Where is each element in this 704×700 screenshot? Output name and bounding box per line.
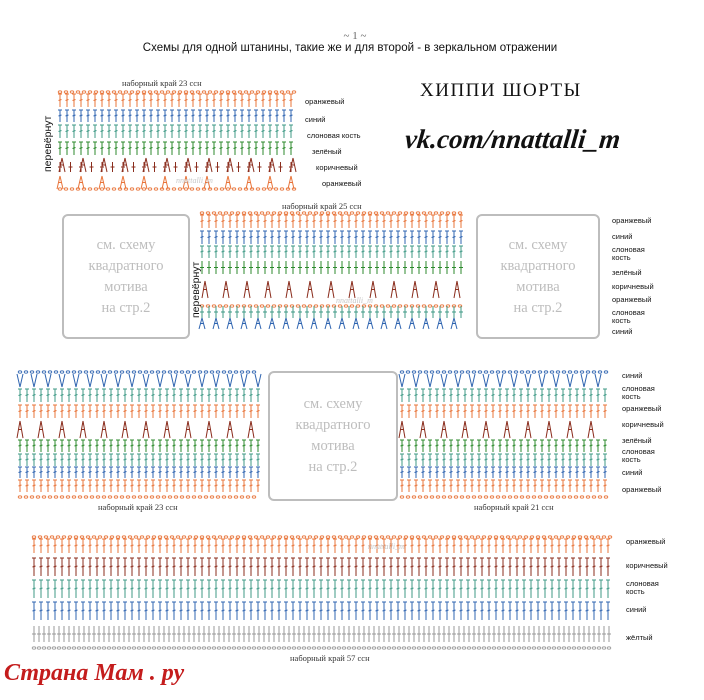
stitch-row-20 <box>18 389 260 402</box>
block-2-color-7: слоновая кость <box>612 308 645 325</box>
block-1-color-2: синий <box>305 115 326 124</box>
block-3-color-1: синий <box>622 371 643 380</box>
stitch-row-11 <box>200 231 463 244</box>
block-3-color-5: зелёный <box>622 436 652 445</box>
stitch-row-39 <box>32 539 610 553</box>
block-4-color-4: синий <box>626 605 647 614</box>
block-3-color-2: слоновая кость <box>622 384 655 401</box>
block-3-color-3: оранжевый <box>622 404 662 413</box>
block-1-flipped-label: перевёрнут <box>42 115 54 172</box>
stitch-row-25 <box>18 467 260 478</box>
block-2-color-8: синий <box>612 327 633 336</box>
block-2-color-6: оранжевый <box>612 295 652 304</box>
stitch-row-28 <box>400 371 608 373</box>
block-4-color-3: слоновая кость <box>626 579 659 596</box>
stitch-row-41 <box>32 580 610 598</box>
block-3-color-6: слоновая кость <box>622 447 655 464</box>
block-3-bottom-edge-right: наборный край 21 ссн <box>474 502 554 512</box>
block-1-color-3: слоновая кость <box>307 131 361 140</box>
stitch-row-27 <box>18 496 256 498</box>
stitch-row-1 <box>58 94 293 107</box>
block-1-top-edge: наборный край 23 ссн <box>122 78 202 88</box>
block-1-color-1: оранжевый <box>305 97 345 106</box>
block-3-color-7: синий <box>622 468 643 477</box>
stitch-row-4 <box>58 142 293 155</box>
stitch-row-35 <box>400 467 607 478</box>
stitch-row-33 <box>400 440 607 452</box>
page-title: ХИППИ ШОРТЫ <box>420 80 582 101</box>
stitch-row-24 <box>18 454 260 466</box>
block-4-color-2: коричневый <box>626 561 668 570</box>
motif-box-2: см. схему квадратного мотива на стр.2 <box>476 214 600 339</box>
block-2-color-4: зелёный <box>612 268 642 277</box>
stitch-row-10 <box>200 215 463 228</box>
stitch-row-5 <box>59 158 296 172</box>
block-1-color-5: коричневый <box>316 163 358 172</box>
block-3-color-8: оранжевый <box>622 485 662 494</box>
block-4-bottom-edge: наборный край 57 ссн <box>290 653 370 663</box>
page-number: ~ 1 ~ <box>343 30 367 42</box>
stitch-row-26 <box>18 480 260 492</box>
stitch-row-8 <box>58 188 296 190</box>
block-3-bottom-edge-left: наборный край 23 ссн <box>98 502 178 512</box>
stitch-row-12 <box>200 246 463 258</box>
stitch-row-21 <box>18 405 260 418</box>
stitch-row-19 <box>17 374 261 387</box>
block-4-color-5: жёлтый <box>626 633 653 642</box>
page-subtitle: Схемы для одной штанины, такие же и для второй - в зеркальном отражении <box>142 42 558 54</box>
block-4-color-1: оранжевый <box>626 537 666 546</box>
stitch-row-29 <box>399 374 601 387</box>
stitch-row-38 <box>32 536 612 538</box>
stitch-row-32 <box>399 421 594 438</box>
stitch-row-13 <box>200 261 463 274</box>
stitch-row-18 <box>18 371 256 373</box>
watermark-2: nnattalli_m <box>336 296 373 305</box>
block-2-color-5: коричневый <box>612 282 654 291</box>
motif-box-3: см. схему квадратного мотива на стр.2 <box>268 371 398 501</box>
stitch-row-43 <box>32 626 611 642</box>
stitch-row-23 <box>18 440 260 452</box>
stitch-row-6 <box>58 162 293 172</box>
stitch-row-2 <box>58 110 293 122</box>
stitch-row-14 <box>202 281 460 298</box>
stitch-row-17 <box>199 318 457 329</box>
block-2-color-2: синий <box>612 232 633 241</box>
watermark-1: nnattalli_m <box>176 176 213 185</box>
stitch-row-40 <box>32 558 610 576</box>
motif-box-1: см. схему квадратного мотива на стр.2 <box>62 214 190 339</box>
stitch-row-30 <box>400 389 607 402</box>
stitch-row-0 <box>58 91 296 93</box>
stitch-row-31 <box>400 405 607 418</box>
watermark-3: nnattalli_m <box>368 542 405 551</box>
stitch-row-34 <box>400 454 607 466</box>
block-2-flipped-label: перевёрнут <box>190 261 202 318</box>
stitch-row-15 <box>200 305 462 307</box>
stitch-row-44 <box>32 647 611 649</box>
stitch-row-37 <box>400 496 608 498</box>
block-2-top-edge: наборный край 25 ссн <box>282 201 362 211</box>
vk-link[interactable]: vk.com/nnattalli_m <box>403 124 622 154</box>
block-3-color-4: коричневый <box>622 420 664 429</box>
block-2-color-3: слоновая кость <box>612 245 645 262</box>
stitch-row-9 <box>200 212 462 214</box>
block-1-color-4: зелёный <box>312 147 342 156</box>
block-1-color-6: оранжевый <box>322 179 362 188</box>
stitch-row-22 <box>17 421 254 438</box>
site-logo[interactable]: Страна Мам . ру <box>4 660 185 686</box>
stitch-row-42 <box>32 602 610 620</box>
stitch-row-3 <box>58 125 293 138</box>
stitch-row-16 <box>200 306 463 318</box>
stitch-row-36 <box>400 480 607 492</box>
block-2-color-1: оранжевый <box>612 216 652 225</box>
